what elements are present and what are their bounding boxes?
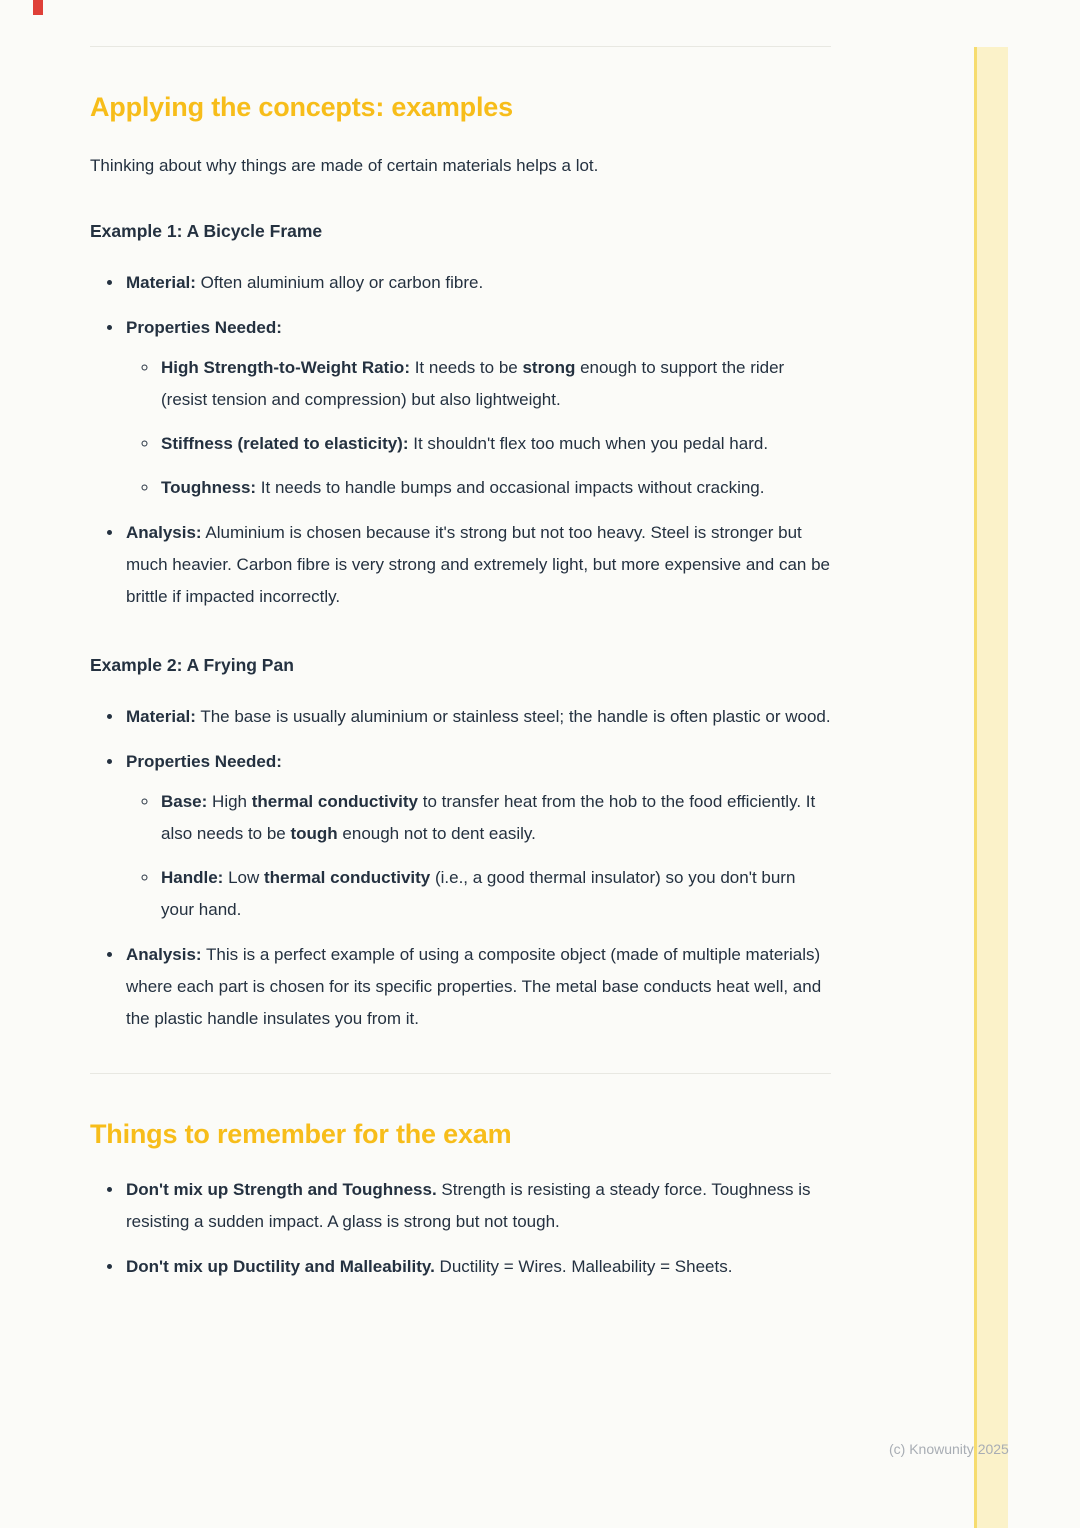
list-item — [124, 746, 831, 926]
bold-text: strong — [522, 358, 576, 377]
section-title: Applying the concepts: examples — [90, 92, 513, 122]
sub-list-item — [159, 472, 831, 504]
document-content — [90, 0, 831, 1296]
bold-text: Stiffness (related to elasticity): — [161, 434, 409, 453]
bold-text: thermal conductivity — [263, 868, 431, 887]
text: Aluminium is chosen because it's strong but not too heavy. Steel is stronger but much heavier. Carbon fibre is very strong and extremely light, but more expensive and can be brittle if impacted incorrectly. — [126, 523, 830, 606]
list-item — [124, 1174, 831, 1238]
sub-list-item — [159, 352, 831, 416]
bold-text: tough — [290, 824, 338, 843]
bold-text: Properties Needed: — [126, 752, 282, 771]
sub-list — [126, 786, 831, 926]
text: to transfer heat from the hob to the food efficiently. It also needs to be — [161, 792, 816, 843]
text: Strength is resisting a steady force. Toughness is resisting a sudden impact. A glass is strong but not tough. — [126, 1180, 811, 1231]
text: Low — [223, 868, 264, 887]
text: The base is usually aluminium or stainless steel; the handle is often plastic or wood. — [195, 707, 831, 726]
page-edge-band — [974, 47, 1008, 1528]
text: (i.e., a good thermal insulator) so you don't burn your hand. — [161, 868, 796, 919]
list-item — [124, 312, 831, 504]
text: High — [207, 792, 252, 811]
section-exam-reminders — [90, 1118, 831, 1283]
list-item — [124, 517, 831, 613]
section-divider — [90, 1073, 831, 1074]
sub-list-item — [159, 862, 831, 926]
bold-text: Base: — [161, 792, 208, 811]
bold-text: Material: — [126, 273, 196, 292]
section-applying-concepts — [90, 91, 831, 1035]
bold-text: Don't mix up Strength and Toughness. — [126, 1180, 437, 1199]
intro-paragraph: Thinking about why things are made of certain materials helps a lot. — [90, 156, 599, 175]
example-2-list — [90, 701, 831, 1035]
sub-list-item — [159, 786, 831, 850]
text: Ductility = Wires. Malleability = Sheets. — [434, 1257, 733, 1276]
text: It needs to handle bumps and occasional impacts without cracking. — [256, 478, 765, 497]
example-1-list — [90, 267, 831, 613]
exam-reminder-list — [90, 1174, 831, 1283]
bold-text: Don't mix up Ductility and Malleability. — [126, 1257, 435, 1276]
list-item — [124, 267, 831, 299]
bold-text: Analysis: — [126, 523, 202, 542]
bold-text: Toughness: — [161, 478, 257, 497]
list-item — [124, 701, 831, 733]
copyright: (c) Knowunity 2025 — [889, 1441, 1009, 1457]
text: This is a perfect example of using a composite object (made of multiple materials) where each part is chosen for its specific properties. The metal base conducts heat well, and the plastic handle insulates you from it. — [126, 945, 822, 1028]
text: It shouldn't flex too much when you pedal hard. — [408, 434, 769, 453]
list-item — [124, 939, 831, 1035]
example-1-heading: Example 1: A Bicycle Frame — [90, 221, 323, 241]
bold-text: Analysis: — [126, 945, 202, 964]
bold-text: Material: — [126, 707, 196, 726]
example-2-heading: Example 2: A Frying Pan — [90, 655, 294, 675]
top-divider — [90, 46, 831, 47]
text: It needs to be — [409, 358, 523, 377]
sub-list-item — [159, 428, 831, 460]
bold-text: High Strength-to-Weight Ratio: — [161, 358, 410, 377]
section-title: Things to remember for the exam — [90, 1119, 512, 1149]
bold-text: thermal conductivity — [251, 792, 418, 811]
text: Often aluminium alloy or carbon fibre. — [195, 273, 484, 292]
bold-text: Properties Needed: — [126, 318, 282, 337]
sub-list — [126, 352, 831, 504]
text: enough not to dent easily. — [337, 824, 536, 843]
list-item — [124, 1251, 831, 1283]
text: enough to support the rider (resist tension and compression) but also lightweight. — [161, 358, 785, 409]
corner-mark — [33, 0, 43, 15]
bold-text: Handle: — [161, 868, 224, 887]
